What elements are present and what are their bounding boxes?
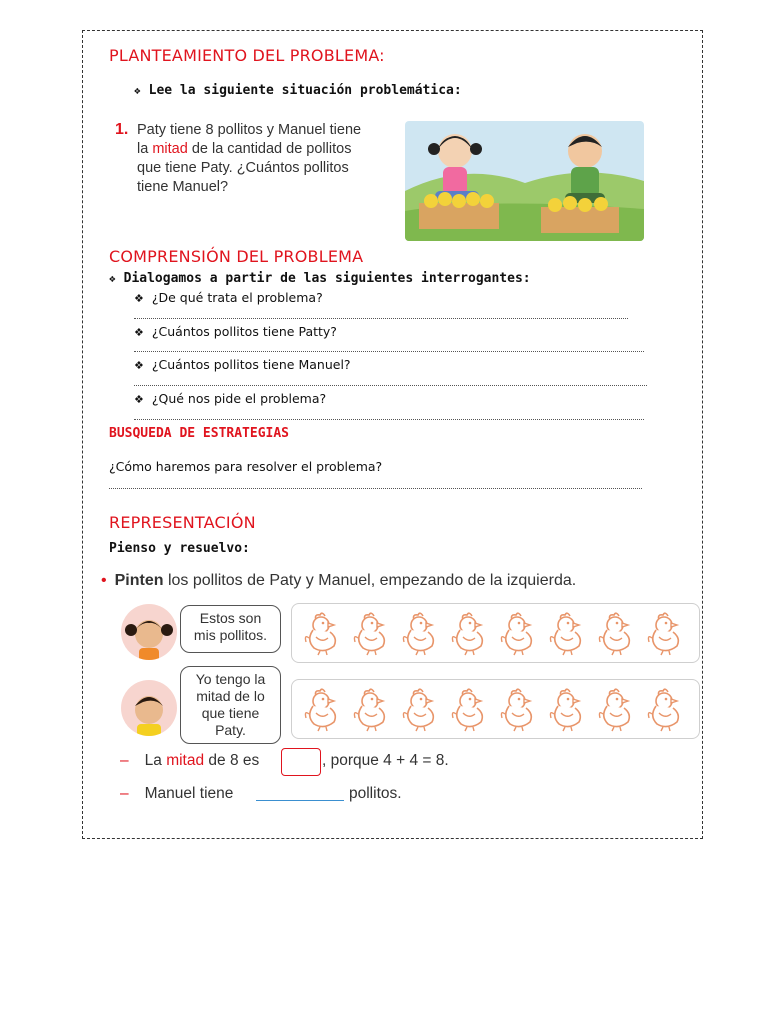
subtitle-pienso: Pienso y resuelvo:	[109, 541, 250, 556]
chick-outline-icon[interactable]	[596, 610, 638, 656]
answer-line-5[interactable]	[109, 488, 642, 489]
question-2: ❖ ¿Cuántos pollitos tiene Patty?	[134, 324, 337, 339]
diamond-bullet-icon: ❖	[134, 292, 144, 305]
chick-outline-icon[interactable]	[351, 686, 393, 732]
chick-outline-icon[interactable]	[400, 610, 442, 656]
diamond-bullet-icon: ❖	[134, 326, 144, 339]
manuel-avatar	[121, 680, 177, 736]
question-1: ❖ ¿De qué trata el problema?	[134, 290, 323, 305]
paty-avatar	[121, 604, 177, 660]
answer-line-1[interactable]	[134, 318, 628, 319]
chick-outline-icon[interactable]	[498, 610, 540, 656]
diamond-bullet-icon: ❖	[109, 272, 116, 285]
half-sentence: – La mitad de 8 es	[120, 752, 260, 769]
chick-outline-icon[interactable]	[449, 686, 491, 732]
chick-outline-icon[interactable]	[449, 610, 491, 656]
chick-outline-icon[interactable]	[645, 610, 687, 656]
chick-outline-icon[interactable]	[498, 686, 540, 732]
red-bullet-icon: •	[101, 572, 107, 589]
section-title-representacion: REPRESENTACIÓN	[109, 513, 256, 532]
instruction-dialogamos: ❖ Dialogamos a partir de las siguientes interrogantes:	[109, 271, 531, 286]
instruction-lee: ❖ Lee la siguiente situación problemática:	[134, 83, 462, 98]
chick-outline-icon[interactable]	[547, 686, 589, 732]
speech-bubble-paty: Estos son mis pollitos.	[180, 605, 281, 653]
chick-outline-icon[interactable]	[645, 686, 687, 732]
chick-outline-icon[interactable]	[351, 610, 393, 656]
answer-line-3[interactable]	[134, 385, 647, 386]
chick-outline-icon[interactable]	[302, 686, 344, 732]
question-4: ❖ ¿Qué nos pide el problema?	[134, 391, 327, 406]
manuel-sentence: – Manuel tiene	[120, 785, 234, 802]
half-sentence-end: , porque 4 + 4 = 8.	[322, 752, 449, 769]
section-title-comprension: COMPRENSIÓN DEL PROBLEMA	[109, 247, 364, 266]
half-answer-box[interactable]	[281, 748, 321, 776]
manuel-chicks-box	[291, 679, 700, 739]
chick-outline-icon[interactable]	[400, 686, 442, 732]
problem-statement: 1. Paty tiene 8 pollitos y Manuel tiene la mitad de la cantidad de pollitos que tiene Paty. ¿Cuántos pollitos tiene Manuel?	[115, 121, 362, 195]
strategy-question: ¿Cómo haremos para resolver el problema?	[109, 459, 383, 474]
answer-line-4[interactable]	[134, 419, 644, 420]
speech-bubble-manuel: Yo tengo la mitad de lo que tiene Paty.	[180, 666, 281, 744]
paty-chicks-box	[291, 603, 700, 663]
manuel-sentence-end: pollitos.	[349, 785, 402, 802]
diamond-bullet-icon: ❖	[134, 359, 144, 372]
chick-outline-icon[interactable]	[596, 686, 638, 732]
manuel-answer-line[interactable]	[256, 800, 344, 801]
chick-outline-icon[interactable]	[547, 610, 589, 656]
answer-line-2[interactable]	[134, 351, 644, 352]
question-3: ❖ ¿Cuántos pollitos tiene Manuel?	[134, 357, 351, 372]
section-title-planteamiento: PLANTEAMIENTO DEL PROBLEMA:	[109, 46, 385, 65]
chick-outline-icon[interactable]	[302, 610, 344, 656]
children-with-chicks-illustration	[405, 121, 644, 241]
paint-instruction: • Pinten los pollitos de Paty y Manuel, empezando de la izquierda.	[101, 572, 577, 589]
section-title-busqueda: BUSQUEDA DE ESTRATEGIAS	[109, 426, 290, 441]
problem-number: 1.	[115, 121, 129, 138]
diamond-bullet-icon: ❖	[134, 393, 144, 406]
diamond-bullet-icon: ❖	[134, 84, 141, 97]
